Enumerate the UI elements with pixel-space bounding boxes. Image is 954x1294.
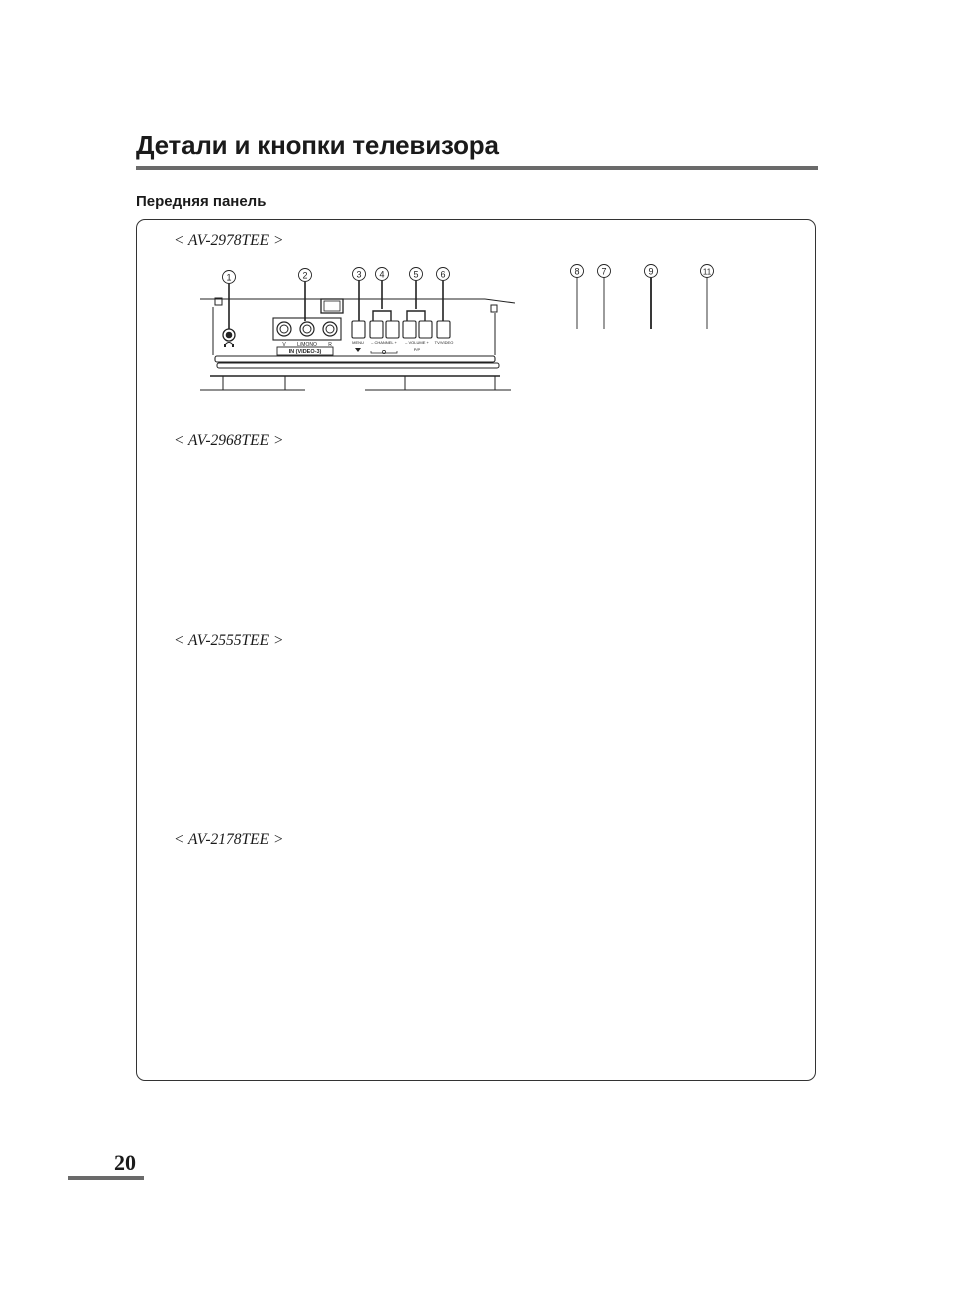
channel-down-button: [370, 321, 383, 338]
page-number: 20: [114, 1150, 136, 1175]
menu-label: MENU: [352, 340, 364, 345]
av-input-jacks: [273, 318, 341, 355]
tv-video-button: [437, 321, 450, 338]
front-panel-diagram: [195, 263, 515, 398]
svg-text:8: 8: [574, 266, 580, 277]
svg-text:4: 4: [379, 269, 385, 280]
svg-text:3: 3: [356, 269, 362, 280]
right-callouts: [560, 263, 730, 333]
model-label-av-2978tee: < AV-2978TEE >: [174, 232, 284, 249]
page-title: Детали и кнопки телевизора: [136, 130, 499, 160]
callout-9: [645, 265, 658, 278]
svg-text:6: 6: [440, 269, 446, 280]
menu-button: [352, 321, 365, 338]
p-p-label: P/P: [413, 347, 421, 352]
callout-3: [353, 268, 366, 281]
leader-lines: [229, 281, 443, 329]
menu-down-arrow-icon: [355, 348, 361, 352]
callout-2: [299, 269, 312, 282]
channel-up-button: [386, 321, 399, 338]
callout-7: [598, 265, 611, 278]
model-label-av-2555tee: < AV-2555TEE >: [174, 632, 284, 649]
svg-text:5: 5: [413, 269, 419, 280]
callout-4: [376, 268, 389, 281]
volume-up-button: [419, 321, 432, 338]
callout-1: [223, 271, 236, 284]
section-heading: Передняя панель: [136, 193, 267, 210]
page-number-rule: [68, 1176, 144, 1180]
svg-text:IN (VIDEO-3): IN (VIDEO-3): [288, 349, 322, 355]
channel-label: – CHANNEL +: [371, 340, 397, 345]
svg-text:2: 2: [302, 270, 308, 281]
svg-text:R: R: [328, 342, 332, 348]
svg-text:7: 7: [601, 266, 607, 277]
svg-text:L/MONO: L/MONO: [297, 342, 317, 348]
title-rule: [136, 166, 818, 170]
svg-text:11: 11: [702, 267, 712, 277]
callout-8: [571, 265, 584, 278]
volume-down-button: [403, 321, 416, 338]
callout-11: [701, 265, 714, 278]
control-buttons: [352, 321, 450, 338]
svg-text:9: 9: [648, 266, 654, 277]
volume-label: – VOLUME +: [405, 340, 429, 345]
headphone-jack-icon: [223, 329, 235, 347]
svg-text:V: V: [282, 342, 286, 348]
model-label-av-2968tee: < AV-2968TEE >: [174, 432, 284, 449]
svg-text:1: 1: [226, 272, 232, 283]
tv-video-label: TV/VIDEO: [434, 340, 454, 345]
model-label-av-2178tee: < AV-2178TEE >: [174, 831, 284, 848]
callout-6: [437, 268, 450, 281]
callout-5: [410, 268, 423, 281]
